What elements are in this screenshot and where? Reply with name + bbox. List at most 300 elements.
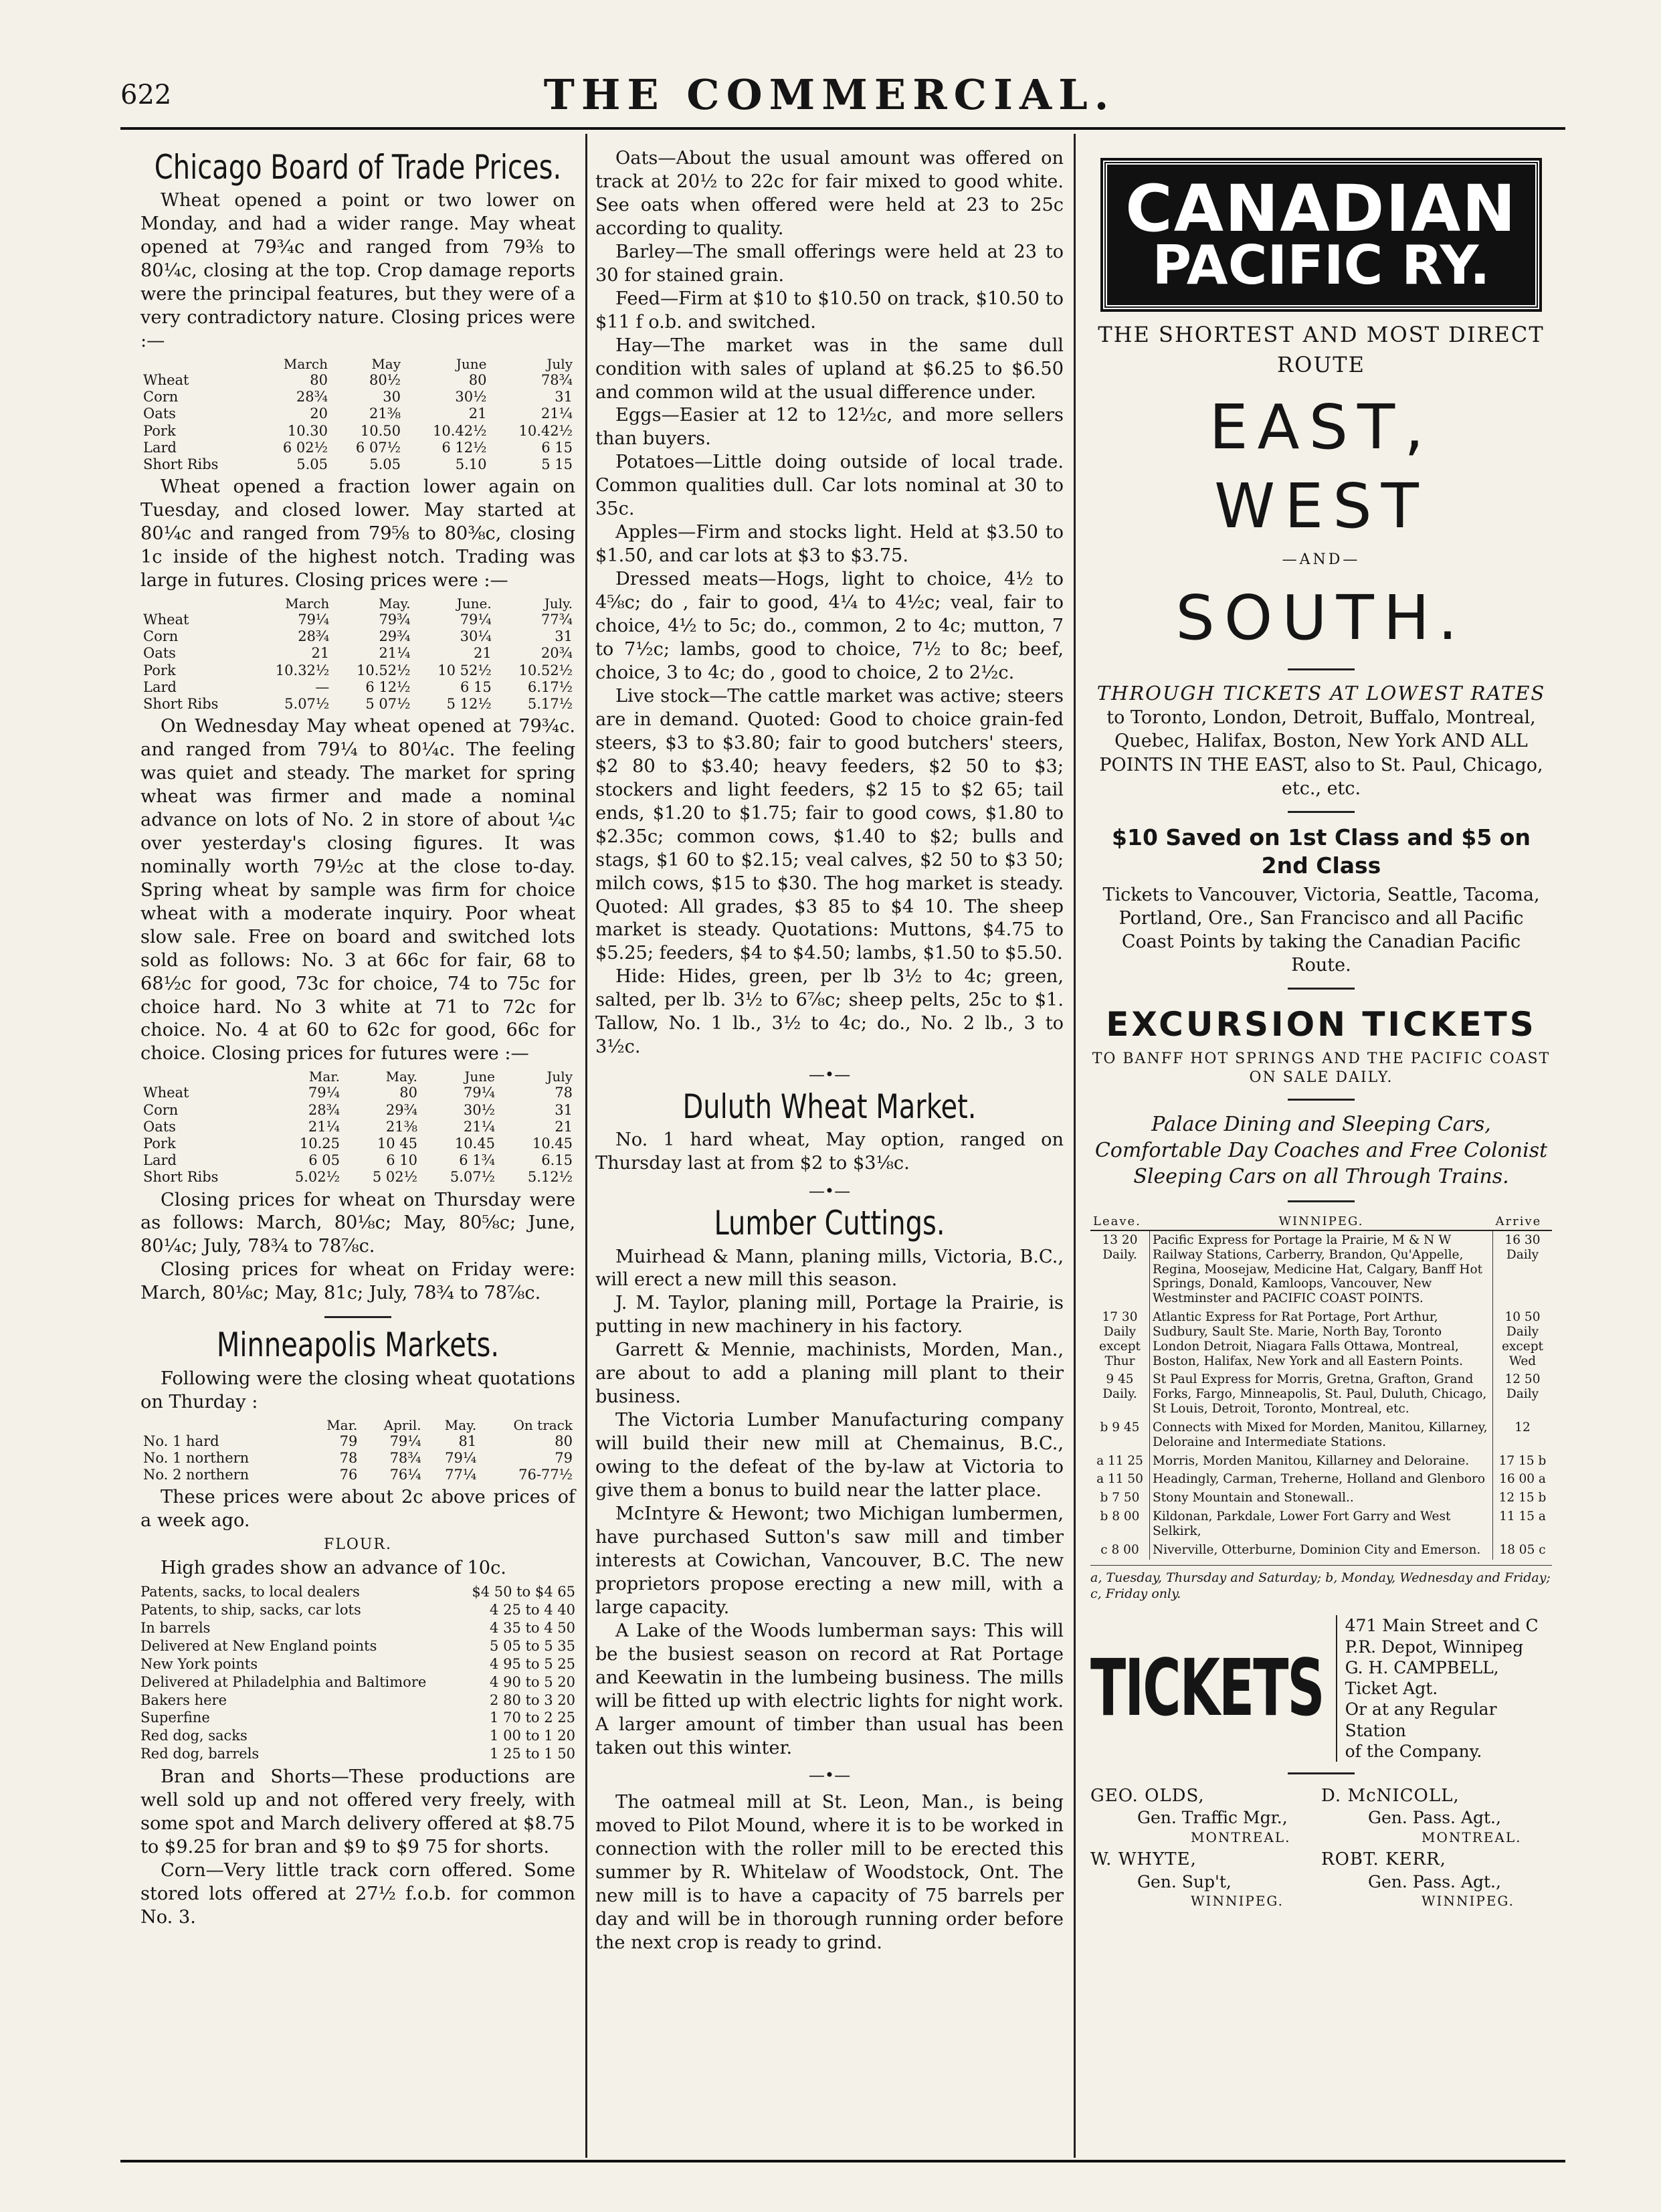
cell-value: 6 12½: [365, 678, 411, 695]
timetable-row: [1090, 1507, 1552, 1541]
timetable-row: [1090, 1541, 1552, 1560]
divider: —•—: [808, 1182, 851, 1201]
officer-name: GEO. OLDS,: [1090, 1786, 1205, 1807]
table-col-header: Mar.: [308, 1069, 340, 1085]
timetable-leave: c 8 00: [1100, 1542, 1139, 1557]
cell-value: 10.32½: [275, 662, 330, 678]
table-row: [140, 612, 575, 628]
column-3-advertisement: [1090, 147, 1552, 1910]
table-row: [140, 389, 575, 405]
tickets-address-line: 471 Main Street and C P.R. Depot, Winnipeg: [1345, 1616, 1539, 1657]
timetable-arrive: 12 50 Daily: [1504, 1372, 1541, 1402]
table-corner: [140, 595, 251, 612]
row-label: Pork: [143, 662, 176, 678]
flour-price: 4 90 to 5 20: [490, 1673, 575, 1690]
cell-value: 21: [311, 645, 330, 662]
table-row: [140, 1085, 575, 1101]
table-col-header: July: [547, 1069, 573, 1085]
cell-value: 5.17½: [527, 695, 573, 712]
officer-title: Gen. Sup't,: [1137, 1871, 1232, 1892]
cell-value: 80: [468, 372, 487, 389]
timetable-arrive: 12 15 b: [1498, 1491, 1547, 1505]
cell-value: 28¾: [298, 628, 330, 645]
timetable-leave: a 11 50: [1096, 1472, 1143, 1487]
cell-value: 21¼: [308, 1118, 340, 1135]
live-stock-para: Live stock—The cattle market was active; steers are in demand. Quoted: Good to choice grain-fed steers, $3 to $3.80; fair to good butchers' steers, $2 80 to $3.40; heavy feeders, $2 50 to $3; stockers and light feeders, $2 15 to $2 65; tail ends, $1.20 to $1.75; fair to good cows, $1.80 to $2.35c; common cows, $1.40 to $2; bulls and stags, $1 60 to $2.15; veal calves, $2 50 to $3 50; milch cows, $15 to $30. The hog market is steady. Quoted: All grades, $3 85 to $4 10. The sheep market is steady. Quotations: Muttons, $4.75 to $5.25; feeders, $4 to $4.50; lambs, $1.50 to $5.50.: [595, 685, 1064, 964]
cell-value: 6 07½: [355, 439, 401, 456]
cell-value: 10 52½: [437, 662, 492, 678]
excursion-heading: EXCURSION TICKETS: [1106, 1004, 1537, 1044]
chicago-wednesday: On Wednesday May wheat opened at 79¾c. and ranged from 79¼ to 80¼c. The feeling was quiet and steady. The market for spring wheat was firmer and made a nominal advance on lots of No. 2 in store of about ¼c over yesterday's closing figures. It was nominally worth 79½c at the close to-day. Spring wheat by sample was firm for choice wheat with a moderate inquiry. Poor wheat slow sale. Free on board and switched lots sold as follows: No. 3 at 66c for fair, 68 to 68½c for good, 73c for choice, 74 to 75c for choice hard. No 3 white at 71 to 72c for choice. No. 4 at 60 to 62c for good, 66c for choice. Closing prices for futures were :—: [140, 716, 575, 1065]
cell-value: 5.07½: [450, 1169, 495, 1186]
tickets-address: [1336, 1615, 1552, 1762]
flour-label: In barrels: [140, 1620, 211, 1636]
timetable-route: Niverville, Otterburne, Dominion City and Emerson.: [1150, 1541, 1493, 1560]
divider: [1288, 668, 1355, 670]
timetable-leave: b 8 00: [1100, 1509, 1140, 1524]
timetable-route: Headingly, Carman, Treherne, Holland and Glenboro: [1150, 1470, 1493, 1489]
row-label: Wheat: [143, 611, 189, 628]
table-row: [140, 1169, 575, 1186]
cell-value: 5.05: [369, 456, 401, 472]
timetable-route: Stony Mountain and Stonewall..: [1150, 1489, 1493, 1507]
masthead: THE COMMERCIAL.: [543, 70, 1116, 119]
row-label: Pork: [143, 422, 176, 439]
header-rule: [120, 127, 1565, 130]
flour-label: Delivered at New England points: [140, 1637, 377, 1654]
table-row: [140, 1433, 575, 1450]
table-col-header: May.: [385, 1069, 417, 1085]
table-col-header: On track: [513, 1416, 573, 1433]
timetable-route: Connects with Mixed for Morden, Manitou, Killarney, Deloraine and Intermediate Stations.: [1150, 1418, 1493, 1452]
cell-value: 20: [310, 405, 328, 422]
cell-value: 21: [468, 405, 487, 422]
cell-value: 10.25: [299, 1135, 340, 1151]
cell-value: 79: [555, 1449, 573, 1466]
cell-value: 79¾: [379, 611, 411, 628]
dressed-meats-para: Dressed meats—Hogs, light to choice, 4½ to 4⅝c; do , fair to good, 4¼ to 4½c; veal, fair to choice, 4½ to 5c; do., common, 2 to 4c; mutton, 7 to 7½c; lambs, good to choice, 7½ to 8c; beef, choice, 3 to 4c; do , good to choice, 2 to 2½c.: [595, 569, 1064, 683]
flour-label: Patents, to ship, sacks, car lots: [140, 1602, 361, 1619]
row-label: Oats: [143, 1118, 176, 1135]
cell-value: 6 15: [541, 439, 573, 456]
cell-value: 10 45: [377, 1135, 417, 1151]
bran-shorts: Bran and Shorts—These productions are well sold up and not offered very freely, with some spot and March delivery offered at $8.75 to $9.25 for bran and $9 to $9 75 for shorts.: [140, 1766, 575, 1857]
cell-value: 80: [399, 1085, 417, 1101]
timetable-leave: b 7 50: [1100, 1491, 1140, 1505]
table-row: [140, 456, 575, 473]
cell-value: 28¾: [308, 1101, 340, 1118]
table-wednesday: [140, 1069, 575, 1186]
row-label: Lard: [143, 1152, 177, 1169]
cell-value: 80: [310, 372, 328, 389]
officer-title: Gen. Pass. Agt.,: [1368, 1871, 1501, 1892]
timetable-arrive: 12: [1515, 1420, 1531, 1435]
flour-row: [140, 1583, 575, 1601]
row-label: Short Ribs: [143, 1169, 219, 1186]
table-col-header: March: [283, 356, 328, 373]
cell-value: 79¼: [298, 611, 330, 628]
cell-value: 29¾: [385, 1101, 417, 1118]
cell-value: 6 12½: [442, 439, 487, 456]
page-header: [107, 70, 1552, 124]
table-corner: [140, 1069, 265, 1085]
officer: [1090, 1785, 1321, 1846]
flour-row: [140, 1655, 575, 1673]
cell-value: 5 07½: [365, 695, 411, 712]
divider: [1288, 1200, 1355, 1202]
chicago-friday: Closing prices for wheat on Friday were: March, 80⅛c; May, 81c; July, 78¾ to 78⅞c.: [140, 1259, 575, 1304]
barley-para: Barley—The small offerings were held at 23 to 30 for stained grain.: [595, 241, 1064, 286]
cell-value: 78¾: [541, 372, 573, 389]
divider: —•—: [808, 1065, 851, 1085]
duluth-para: No. 1 hard wheat, May option, ranged on Thursday last at from $2 to $3⅛c.: [595, 1129, 1064, 1174]
excursion-body: TO BANFF HOT SPRINGS AND THE PACIFIC COAST ON SALE DAILY.: [1092, 1050, 1551, 1087]
timetable-row: [1090, 1452, 1552, 1471]
chicago-title: Chicago Board of Trade Prices.: [154, 149, 562, 187]
column-1: [140, 147, 575, 1930]
officer-city: WINNIPEG.: [1191, 1892, 1284, 1909]
cell-value: 79¼: [460, 611, 492, 628]
table-col-header: May.: [444, 1416, 477, 1433]
flour-price: 4 35 to 4 50: [490, 1620, 575, 1636]
row-label: Pork: [143, 1135, 176, 1151]
timetable-leave: 17 30 Daily except Thur: [1099, 1310, 1141, 1368]
cell-value: 30½: [455, 389, 487, 405]
flour-heading: FLOUR.: [323, 1536, 392, 1554]
cell-value: 31: [555, 1101, 573, 1118]
timetable-leave: 9 45 Daily.: [1102, 1372, 1137, 1402]
hay-para: Hay—The market was in the same dull condition with sales of upland at $6.25 to $6.50 and common wild at the usual difference under.: [595, 335, 1064, 403]
table-col-header: April.: [383, 1416, 421, 1433]
row-label: No. 2 northern: [143, 1466, 250, 1483]
table-row: [140, 1152, 575, 1169]
table-row: [140, 645, 575, 662]
table-row: [140, 696, 575, 713]
cell-value: 10.52½: [357, 662, 411, 678]
cell-value: 5 15: [541, 456, 573, 472]
officer-name: W. WHYTE,: [1090, 1849, 1197, 1870]
cell-value: 10.45: [532, 1135, 573, 1151]
divider: [1288, 988, 1355, 990]
lumber-item: Garrett & Mennie, machinists, Morden, Man., are about to add a planing mill plant to their business.: [595, 1340, 1064, 1408]
timetable-route: Pacific Express for Portage la Prairie, M & N W Railway Stations, Carberry, Brandon, Qu'Appelle, Regina, Moosejaw, Medicine Hat, Calgary, Banff Hot Springs, Donald, Kamloops, Vancouver, New Westminster and PACIFIC COAST POINTS.: [1150, 1230, 1493, 1308]
cell-value: 78¾: [389, 1449, 421, 1466]
flour-label: Delivered at Philadelphia and Baltimore: [140, 1673, 427, 1690]
table-col-header: June: [464, 1069, 495, 1085]
oatmeal-mill-para: The oatmeal mill at St. Leon, Man., is being moved to Pilot Mound, where it is to be worked in connection with the roller mill to be erected this summer by R. Whitelaw of Woodstock, Ont. The new mill is to have a capacity of 75 barrels per day and will be in thorough running order before the next crop is ready to grind.: [595, 1792, 1064, 1954]
cell-value: 78: [555, 1085, 573, 1101]
officer: [1090, 1849, 1321, 1910]
lumber-item: A Lake of the Woods lumberman says: This will be the busiest season on record at Rat Portage and Keewatin in the lumbeing business. The mills will be fitted up with electric lights for night work. A larger amount of timber than usual has been taken out this winter.: [595, 1620, 1064, 1758]
cell-value: 5 12½: [446, 695, 492, 712]
logo-line-2: PACIFIC RY.: [1152, 234, 1490, 296]
lumber-item: The Victoria Lumber Manufacturing company will build their new mill at Chemainus, B.C., owing to the defeat of the by-law at Victoria to give them a bonus to build near the latter place.: [595, 1410, 1064, 1501]
row-label: Corn: [143, 389, 179, 405]
minneapolis-title: Minneapolis Markets.: [216, 1326, 500, 1365]
lumber-item: J. M. Taylor, planing mill, Portage la Prairie, is putting in new machinery in his factory.: [595, 1293, 1064, 1338]
cell-value: 79¼: [308, 1085, 340, 1101]
row-label: Corn: [143, 628, 179, 645]
cell-value: 6 15: [460, 678, 492, 695]
chicago-thursday: Closing prices for wheat on Thursday were as follows: March, 80⅛c; May, 80⅝c; June, 80¼c; July, 78¾ to 78⅞c.: [140, 1189, 575, 1257]
officer-title: Gen. Pass. Agt.,: [1368, 1808, 1501, 1828]
column-divider-2: [1074, 134, 1076, 2158]
table-col-header: July: [547, 356, 573, 373]
table-row: [140, 679, 575, 696]
cell-value: 10.50: [360, 422, 401, 439]
table-row: [140, 423, 575, 440]
cell-value: 10.52½: [518, 662, 573, 678]
tickets-address-line: G. H. CAMPBELL, Ticket Agt.: [1345, 1657, 1499, 1699]
lumber-item: McIntyre & Hewont; two Michigan lumbermen, have purchased Sutton's saw mill and timber interests at Cowichan, Vancouver, B.C. The new proprietors propose erecting a new mill, with a large capacity.: [595, 1503, 1064, 1618]
cell-value: 6.15: [541, 1152, 573, 1169]
table-row: [140, 405, 575, 422]
lumber-item: Muirhead & Mann, planing mills, Victoria, B.C., will erect a new mill this season.: [595, 1246, 1064, 1291]
cell-value: 77¾: [541, 611, 573, 628]
timetable-arrive: 16 30 Daily: [1504, 1232, 1541, 1262]
timetable-route: Atlantic Express for Rat Portage, Port Arthur, Sudbury, Sault Ste. Marie, North Bay, Toronto London Detroit, Niagara Falls Ottawa, Montreal, Boston, Halifax, New York and all Eastern Points.: [1150, 1308, 1493, 1370]
timetable-row: [1090, 1489, 1552, 1507]
row-label: Oats: [143, 645, 176, 662]
cell-value: 6.17½: [527, 678, 573, 695]
cell-value: 21: [555, 1118, 573, 1135]
chicago-tuesday: Wheat opened a fraction lower again on Tuesday, and closed lower. May started at 80¼c and ranged from 79⅝ to 80⅜c, closing 1c inside of the highest notch. Trading was large in futures. Closing prices were :—: [140, 476, 575, 591]
oats-para: Oats—About the usual amount was offered on track at 20½ to 22c for fair mixed to good white. See oats when offered were held at 23 to 25c according to quality.: [595, 148, 1064, 239]
row-label: No. 1 hard: [143, 1433, 219, 1449]
table-monday: [140, 356, 575, 473]
cell-value: 21¼: [379, 645, 411, 662]
feed-para: Feed—Firm at $10 to $10.50 on track, $10.50 to $11 f o.b. and switched.: [595, 288, 1064, 333]
flour-label: Bakers here: [140, 1691, 227, 1708]
timetable-leave: 13 20 Daily.: [1102, 1232, 1138, 1262]
flour-price: 1 00 to 1 20: [490, 1728, 575, 1744]
table-corner: [140, 356, 258, 372]
officer-city: MONTREAL.: [1422, 1829, 1522, 1845]
cell-value: 78: [339, 1449, 358, 1466]
tickets-block: [1090, 1615, 1552, 1762]
eggs-para: Eggs—Easier at 12 to 12½c, and more sellers than buyers.: [595, 405, 1064, 450]
cell-value: —: [315, 678, 330, 695]
table-row: [140, 372, 575, 389]
cell-value: 5.10: [455, 456, 487, 472]
cell-value: 6 10: [386, 1152, 417, 1169]
chicago-monday: Wheat opened a point or two lower on Monday, and had a wider range. May wheat opened at 79¾c and ranged from 79⅜ to 80¼c, closing at the top. Crop damage reports were the principal features, but they were of a very contradictory nature. Closing prices were :—: [140, 190, 575, 352]
cell-value: 30½: [463, 1101, 495, 1118]
timetable-row: [1090, 1230, 1552, 1308]
flour-price: 4 25 to 4 40: [490, 1602, 575, 1619]
timetable-row: [1090, 1370, 1552, 1418]
divider: [1288, 1772, 1355, 1774]
timetable-head-leave: Leave.: [1090, 1213, 1150, 1230]
row-label: Wheat: [143, 1085, 189, 1101]
officer: [1321, 1785, 1552, 1846]
row-label: Corn: [143, 1101, 179, 1118]
minneapolis-note: These prices were about 2c above prices of a week ago.: [140, 1487, 575, 1532]
cell-value: 21¼: [463, 1118, 495, 1135]
cell-value: 10.42½: [433, 422, 487, 439]
cell-value: 31: [555, 389, 573, 405]
cell-value: 10.42½: [518, 422, 573, 439]
row-label: Short Ribs: [143, 456, 219, 472]
cell-value: 10.45: [454, 1135, 495, 1151]
cpr-logo: [1103, 161, 1539, 309]
table-row: [140, 440, 575, 456]
timetable: [1090, 1213, 1552, 1560]
flour-price: 1 70 to 2 25: [490, 1710, 575, 1726]
table-row: [140, 1135, 575, 1152]
apples-para: Apples—Firm and stocks light. Held at $3.50 to $1.50, and car lots at $3 to $3.75.: [595, 522, 1064, 567]
cell-value: 5.07½: [284, 695, 330, 712]
table-col-header: March: [285, 595, 330, 612]
table-col-header: May: [371, 356, 401, 373]
timetable-arrive: 10 50 Daily except Wed: [1502, 1310, 1543, 1368]
potatoes-para: Potatoes—Little doing outside of local trade. Common qualities dull. Car lots nominal at 30 to 35c.: [595, 452, 1064, 520]
cell-value: 79¼: [463, 1085, 495, 1101]
row-label: No. 1 northern: [143, 1449, 250, 1466]
table-row: [140, 628, 575, 645]
flour-price: 2 80 to 3 20: [490, 1691, 575, 1708]
cell-value: 21¼: [541, 405, 573, 422]
officers: [1090, 1785, 1552, 1910]
cell-value: 6 1¾: [459, 1152, 495, 1169]
cell-value: 21: [474, 645, 492, 662]
footer-rule: [120, 2160, 1565, 2162]
cell-value: 79¼: [445, 1449, 477, 1466]
cell-value: 10.30: [287, 422, 328, 439]
flour-price: $4 50 to $4 65: [472, 1584, 575, 1600]
timetable-row: [1090, 1470, 1552, 1489]
south: SOUTH.: [1175, 581, 1467, 654]
cell-value: 6 05: [308, 1152, 340, 1169]
table-row: [140, 1119, 575, 1135]
flour-label: Patents, sacks, to local dealers: [140, 1584, 360, 1600]
flour-label: Red dog, barrels: [140, 1746, 260, 1762]
table-corner: [140, 1417, 306, 1433]
table-row: [140, 662, 575, 679]
hides-para: Hide: Hides, green, per lb 3½ to 4c; green, salted, per lb. 3½ to 6⅞c; sheep pelts, 25c to $1. Tallow, No. 1 lb., 3½ to 4c; do., No. 2 lb., 3 to 3½c.: [595, 966, 1064, 1058]
timetable-leave: a 11 25: [1096, 1453, 1143, 1468]
timetable-arrive: 11 15 a: [1499, 1509, 1546, 1524]
cell-value: 5.05: [296, 456, 328, 472]
tagline: THE SHORTEST AND MOST DIRECT: [1098, 322, 1545, 347]
cell-value: 31: [555, 628, 573, 645]
cell-value: 80: [555, 1433, 573, 1449]
table-col-header: Mar.: [326, 1416, 358, 1433]
divider: [324, 1316, 391, 1318]
cell-value: 21⅜: [369, 405, 401, 422]
cell-value: 28¾: [296, 389, 328, 405]
officer-city: MONTREAL.: [1191, 1829, 1291, 1845]
divider: [1288, 811, 1355, 813]
cell-value: 79: [339, 1433, 358, 1449]
flour-row: [140, 1709, 575, 1727]
minneapolis-intro: Following were the closing wheat quotations on Thurday :: [140, 1368, 575, 1412]
cell-value: 80½: [369, 372, 401, 389]
cell-value: 77¼: [445, 1466, 477, 1483]
flour-intro: High grades show an advance of 10c.: [161, 1558, 506, 1579]
east-west: EAST, WEST: [1209, 391, 1434, 543]
timetable-route: Morris, Morden Manitou, Killarney and Deloraine.: [1150, 1452, 1493, 1471]
row-label: Short Ribs: [143, 695, 219, 712]
table-row: [140, 1102, 575, 1119]
row-label: Wheat: [143, 372, 189, 389]
column-divider-1: [585, 134, 587, 2158]
through-tickets: THROUGH TICKETS AT LOWEST RATES: [1096, 682, 1546, 705]
logo-line-1: CANADIAN: [1125, 171, 1517, 247]
row-label: Lard: [143, 678, 177, 695]
table-col-header: June.: [456, 595, 492, 612]
timetable-arrive: 18 05 c: [1499, 1542, 1546, 1557]
officer-name: ROBT. KERR,: [1321, 1849, 1446, 1870]
cell-value: 76: [339, 1466, 358, 1483]
cell-value: 79¼: [389, 1433, 421, 1449]
lumber-title: Lumber Cuttings.: [714, 1204, 945, 1243]
flour-price: 1 25 to 1 50: [490, 1746, 575, 1762]
officer-title: Gen. Traffic Mgr.,: [1137, 1808, 1288, 1828]
timetable-arrive: 17 15 b: [1498, 1453, 1547, 1468]
row-label: Lard: [143, 439, 177, 456]
timetable-head-arrive: Arrive: [1493, 1213, 1553, 1230]
table-col-header: May.: [379, 595, 411, 612]
timetable-head-dest: WINNIPEG.: [1150, 1213, 1493, 1230]
column-2: [595, 147, 1064, 1955]
tickets-address-line: of the Company.: [1345, 1741, 1482, 1761]
flour-row: [140, 1673, 575, 1691]
cell-value: 5 02½: [372, 1169, 417, 1186]
flour-row: [140, 1727, 575, 1745]
timetable-leave: b 9 45: [1100, 1420, 1140, 1435]
flour-row: [140, 1601, 575, 1619]
tickets-word: TICKETS: [1090, 1643, 1324, 1734]
table-col-header: June: [456, 356, 487, 373]
row-label: Oats: [143, 405, 176, 422]
table-col-header: July.: [544, 595, 573, 612]
timetable-footnote: a, Tuesday, Thursday and Saturday; b, Monday, Wednesday and Friday; c, Friday only.: [1090, 1565, 1552, 1602]
flour-row: [140, 1619, 575, 1637]
through-tickets-body: to Toronto, London, Detroit, Buffalo, Montreal, Quebec, Halifax, Boston, New York AND ALL POINTS IN THE EAST, also to St. Paul, Chicago, etc., etc.: [1099, 707, 1543, 799]
flour-list: [140, 1583, 575, 1763]
flour-row: [140, 1637, 575, 1655]
saved-heading: $10 Saved on 1st Class and $5 on 2nd Class: [1112, 824, 1531, 879]
cell-value: 29¾: [379, 628, 411, 645]
table-minneapolis: [140, 1417, 575, 1484]
tickets-address-line: Or at any Regular Station: [1345, 1699, 1497, 1740]
flour-row: [140, 1691, 575, 1710]
officer-city: WINNIPEG.: [1422, 1892, 1515, 1909]
duluth-title: Duluth Wheat Market.: [682, 1088, 977, 1127]
flour-row: [140, 1745, 575, 1763]
cell-value: 76-77½: [518, 1466, 573, 1483]
cell-value: 30: [383, 389, 401, 405]
cell-value: 5.12½: [527, 1169, 573, 1186]
flour-label: Superfine: [140, 1710, 210, 1726]
table-row: [140, 1450, 575, 1467]
and-separator: —AND—: [1282, 551, 1361, 568]
flour-price: 5 05 to 5 35: [490, 1637, 575, 1654]
officer: [1321, 1849, 1552, 1910]
table-row: [140, 1467, 575, 1483]
officer-name: D. McNICOLL,: [1321, 1786, 1460, 1807]
corn-note: Corn—Very little track corn offered. Some stored lots offered at 27½ f.o.b. for common No. 3.: [140, 1859, 575, 1928]
divider: [1288, 1099, 1355, 1101]
cell-value: 30¼: [460, 628, 492, 645]
timetable-route: Kildonan, Parkdale, Lower Fort Garry and West Selkirk,: [1150, 1507, 1493, 1541]
cell-value: 6 02½: [282, 439, 328, 456]
timetable-arrive: 16 00 a: [1499, 1472, 1546, 1487]
timetable-route: St Paul Express for Morris, Gretna, Grafton, Grand Forks, Fargo, Minneapolis, St. Paul, Duluth, Chicago, St Louis, Detroit, Toronto, Montreal, etc.: [1150, 1370, 1493, 1418]
tagline-route: ROUTE: [1277, 352, 1365, 378]
timetable-row: [1090, 1418, 1552, 1452]
